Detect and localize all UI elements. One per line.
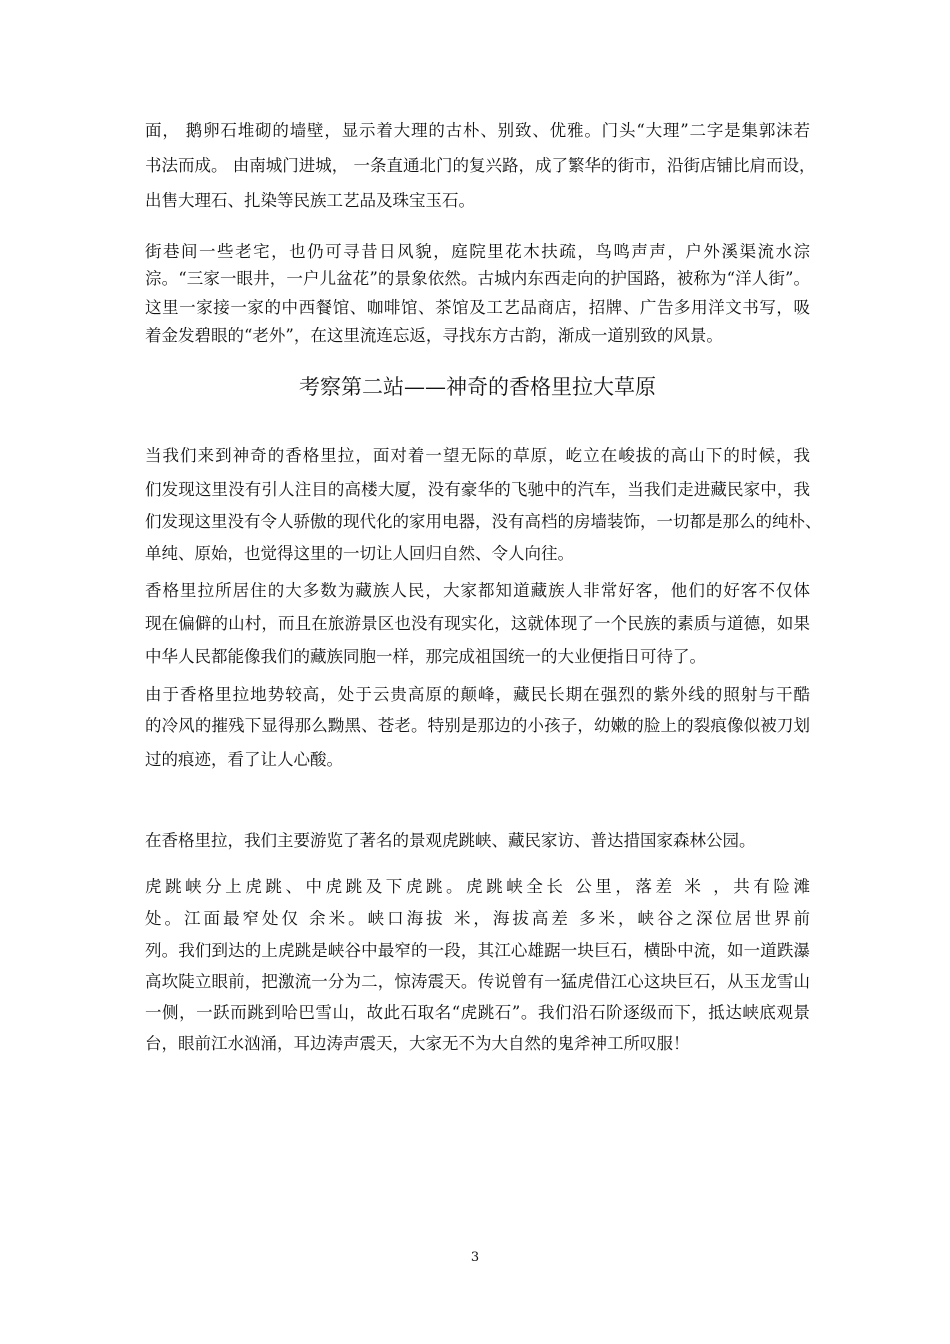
text-line: 台，眼前江水汹涌，耳边涛声震天，大家无不为大自然的鬼斧神工所叹服！ [145,1034,690,1053]
text-line: 淙。“三家一眼井，一户儿盆花”的景象依然。古城内东西走向的护国路，被称为“洋人街”。 [145,269,810,288]
text-line: 处。江面最窄处仅 余米。峡口海拔 米，海拔高差 多米，峡谷之深位居世界前 [145,909,810,928]
text-line: 单纯、原始，也觉得这里的一切让人回归自然、令人向往。 [145,544,574,563]
text-line: 现在偏僻的山村，而且在旅游景区也没有现实化，这就体现了一个民族的素质与道德，如果 [145,614,810,633]
text-line: 由于香格里拉地势较高，处于云贵高原的颠峰，藏民长期在强烈的紫外线的照射与干酷 [145,685,810,704]
text-line: 街巷间一些老宅，也仍可寻昔日风貌，庭院里花木扶疏，鸟鸣声声，户外溪渠流水淙 [145,242,810,261]
text-line: 书法而成。 由南城门进城， 一条直通北门的复兴路，成了繁华的街市，沿街店铺比肩而设， [145,156,816,175]
text-line: 虎跳峡分上虎跳、中虎跳及下虎跳。虎跳峡全长 公里，落差 米 ，共有险滩 [145,877,810,896]
text-line: 的冷风的摧残下显得那么黝黑、苍老。特别是那边的小孩子，幼嫩的脸上的裂痕像似被刀划 [145,716,810,735]
text-line: 当我们来到神奇的香格里拉，面对着一望无际的草原，屹立在峻拔的高山下的时候，我 [145,446,810,465]
section-heading: 考察第二站——神奇的香格里拉大草原 [299,375,656,399]
text-line: 香格里拉所居住的大多数为藏族人民，大家都知道藏族人非常好客，他们的好客不仅体 [145,581,810,600]
text-line: 中华人民都能像我们的藏族同胞一样，那完成祖国统一的大业便指日可待了。 [145,647,706,666]
text-line: 面， 鹅卵石堆砌的墙壁，显示着大理的古朴、别致、优雅。门头“大理”二字是集郭沫若 [145,121,810,140]
text-line: 们发现这里没有引人注目的高楼大厦，没有豪华的飞驰中的汽车，当我们走进藏民家中，我 [145,480,810,499]
text-line: 高坎陡立眼前，把激流一分为二，惊涛震天。传说曾有一猛虎借江心这块巨石，从玉龙雪山 [145,972,810,991]
page-number: 3 [470,1250,480,1265]
text-line: 过的痕迹，看了让人心酸。 [145,750,343,769]
text-line: 列。我们到达的上虎跳是峡谷中最窄的一段，其江心雄踞一块巨石，横卧中流，如一道跌瀑 [145,941,810,960]
text-line: 着金发碧眼的“老外”，在这里流连忘返，寻找东方古韵，渐成一道别致的风景。 [145,326,723,345]
text-line: 出售大理石、扎染等民族工艺品及珠宝玉石。 [145,191,475,210]
text-line: 们发现这里没有令人骄傲的现代化的家用电器，没有高档的房墙装饰，一切都是那么的纯朴、 [145,512,822,531]
text-line: 在香格里拉，我们主要游览了著名的景观虎跳峡、藏民家访、普达措国家森林公园。 [145,831,756,850]
text-line: 这里一家接一家的中西餐馆、咖啡馆、茶馆及工艺品商店，招牌、广告多用洋文书写，吸 [145,298,810,317]
text-line: 一侧，一跃而跳到哈巴雪山，故此石取名“虎跳石”。我们沿石阶逐级而下，抵达峡底观景 [145,1003,810,1022]
